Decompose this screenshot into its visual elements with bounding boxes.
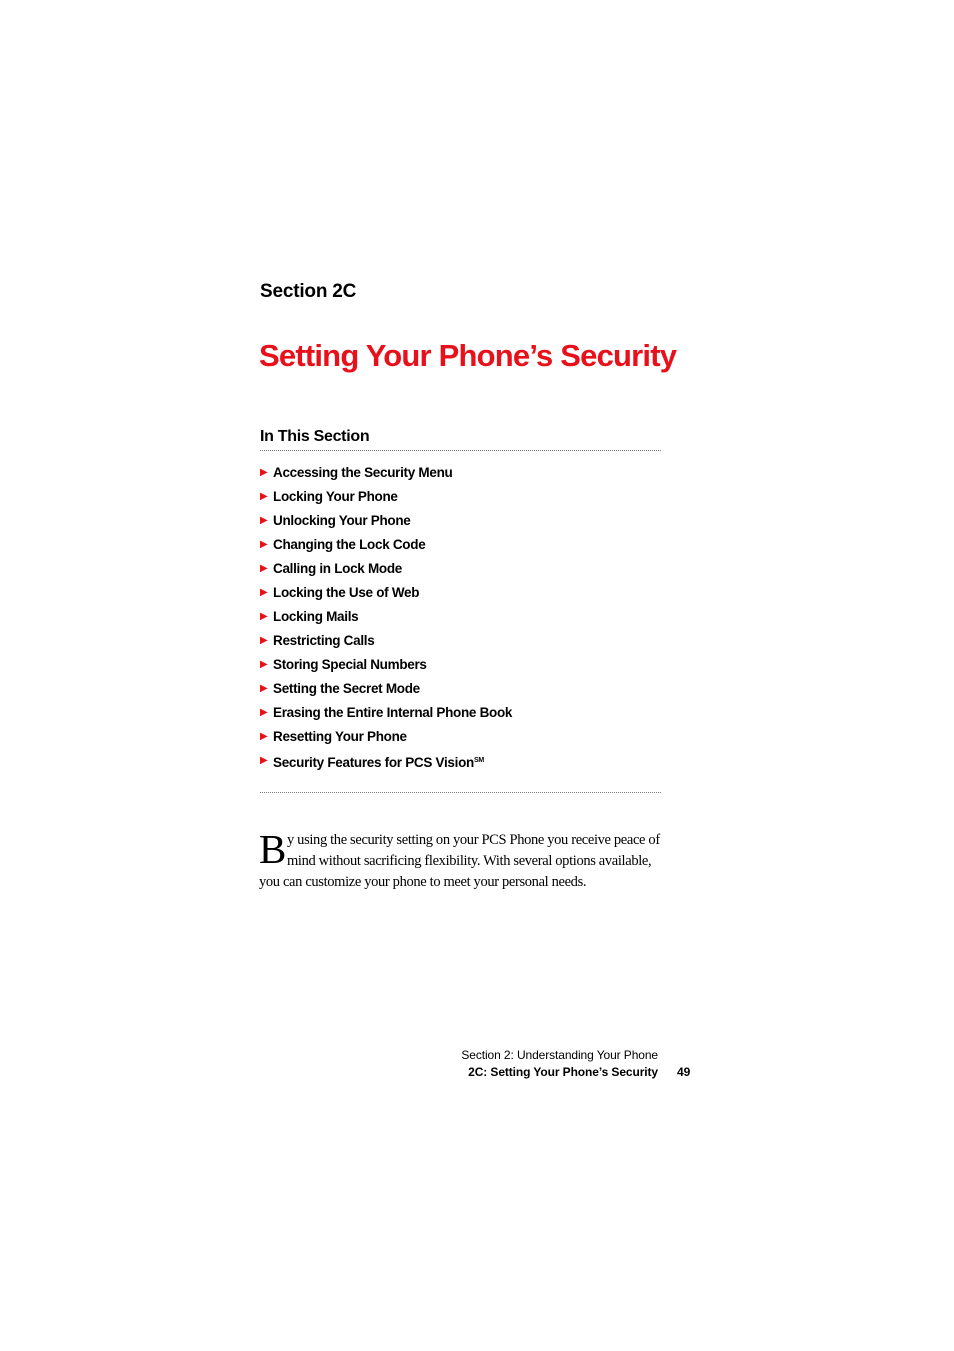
toc-item[interactable]: [260, 465, 661, 489]
toc-item-text: Setting the Secret Mode: [273, 681, 420, 696]
section-label: Section 2C: [260, 281, 357, 302]
toc-item[interactable]: [260, 633, 661, 657]
toc-item-label[interactable]: [273, 729, 407, 745]
triangle-right-icon: ▶: [260, 515, 268, 526]
intro-paragraph: [259, 826, 661, 893]
toc-item-label[interactable]: [273, 561, 402, 577]
triangle-right-icon: ▶: [260, 491, 268, 502]
toc-item-label[interactable]: [273, 585, 419, 601]
toc-item[interactable]: [260, 729, 661, 753]
toc-item-text: Locking Mails: [273, 609, 359, 624]
in-this-section-box: [260, 428, 661, 777]
toc-item-label[interactable]: [273, 657, 427, 673]
toc-item[interactable]: [260, 705, 661, 729]
service-mark: SM: [473, 757, 484, 764]
toc-item[interactable]: [260, 753, 661, 777]
triangle-right-icon: ▶: [260, 755, 268, 766]
toc-item-text: Unlocking Your Phone: [273, 513, 411, 528]
toc-item-label[interactable]: [273, 633, 374, 649]
toc-item-label[interactable]: [273, 489, 398, 505]
in-this-section-heading: In This Section: [260, 428, 661, 451]
toc-item-text: Resetting Your Phone: [273, 729, 407, 744]
toc-item-text: Storing Special Numbers: [273, 657, 427, 672]
toc-item-text: Restricting Calls: [273, 633, 375, 648]
toc-item-label[interactable]: [273, 537, 425, 553]
footer-section-title: Section 2: Understanding Your Phone: [461, 1048, 658, 1062]
triangle-right-icon: ▶: [260, 587, 268, 598]
triangle-right-icon: ▶: [260, 539, 268, 550]
toc-item-label[interactable]: [273, 681, 420, 697]
toc-item[interactable]: [260, 489, 661, 513]
toc-item-text: Locking the Use of Web: [273, 585, 420, 600]
page-footer: [380, 1047, 658, 1081]
page-title: Setting Your Phone’s Security: [259, 338, 677, 373]
toc-item-text: Security Features for PCS Vision: [273, 755, 474, 770]
toc-item[interactable]: [260, 609, 661, 633]
toc-item-label[interactable]: [273, 705, 512, 721]
toc-item-text: Changing the Lock Code: [273, 537, 426, 552]
triangle-right-icon: ▶: [260, 707, 268, 718]
toc-item-text: Locking Your Phone: [273, 489, 398, 504]
toc-item-label[interactable]: [273, 513, 411, 529]
footer-chapter-title: 2C: Setting Your Phone’s Security: [468, 1065, 658, 1079]
drop-cap: B: [259, 826, 286, 872]
intro-text: y using the security setting on your PCS Phone you receive peace of mind without sacrificing flexibility. With several options available, you can customize your phone to meet your personal needs.: [259, 832, 660, 890]
toc-item-text: Erasing the Entire Internal Phone Book: [273, 705, 513, 720]
toc-item[interactable]: [260, 561, 661, 585]
toc-item-label[interactable]: [273, 753, 484, 771]
toc-item[interactable]: [260, 537, 661, 561]
toc-item[interactable]: [260, 657, 661, 681]
triangle-right-icon: ▶: [260, 731, 268, 742]
toc-item-text: Calling in Lock Mode: [273, 561, 403, 576]
toc-list: [260, 451, 661, 777]
page-number: 49: [677, 1065, 691, 1079]
toc-item-label[interactable]: [273, 465, 452, 481]
toc-item[interactable]: [260, 681, 661, 705]
toc-item[interactable]: [260, 513, 661, 537]
triangle-right-icon: ▶: [260, 683, 268, 694]
triangle-right-icon: ▶: [260, 659, 268, 670]
toc-item-text: Accessing the Security Menu: [273, 465, 453, 480]
triangle-right-icon: ▶: [260, 635, 268, 646]
triangle-right-icon: ▶: [260, 467, 268, 478]
toc-item-label[interactable]: [273, 609, 358, 625]
in-this-section-divider: [260, 792, 661, 793]
toc-item[interactable]: [260, 585, 661, 609]
triangle-right-icon: ▶: [260, 563, 268, 574]
triangle-right-icon: ▶: [260, 611, 268, 622]
